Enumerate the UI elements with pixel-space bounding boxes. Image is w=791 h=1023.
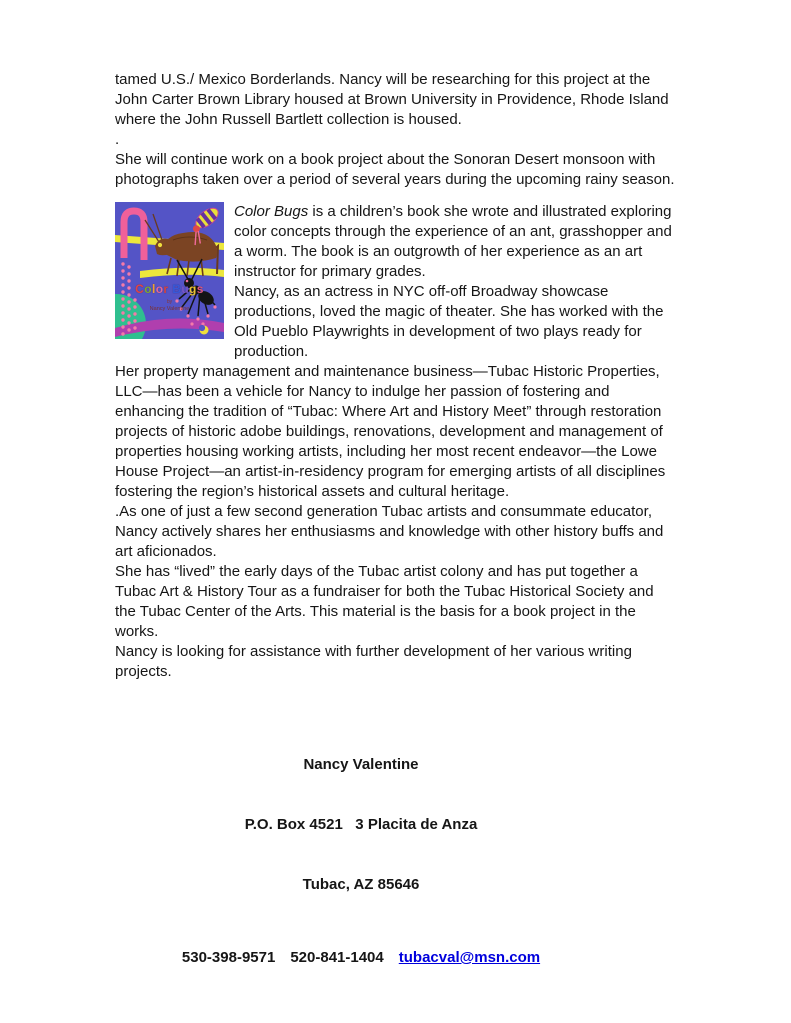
cover-title: Color Bugs [135,282,204,296]
paragraph-book-project: She will continue work on a book project about the Sonoran Desert monsoon with photographs taken over a period of several years during the upcoming rainy season. [115,151,675,188]
paragraph-theater: Nancy, as an actress in NYC off-off Broadway showcase productions, loved the magic of theater. She has worked with the Old Pueblo Playwrights in development of two plays ready for production. [234,283,664,360]
book-cover-art [115,202,224,339]
paragraph-color-bugs-text: is a children’s book she wrote and illustrated exploring color concepts through the experience of an ant, grasshopper and a worm. The book is an outgrowth of her experience as an art instructor for primary grades. [234,203,672,280]
paragraph-tubac-artists: .As one of just a few second generation Tubac artists and consummate educator, Nancy actively shares her enthusiasms and knowledge with other history buffs and art aficionados. [115,503,664,560]
contact-phone-line [115,948,607,968]
cover-byline: by [166,299,173,305]
paragraph-property-management: Her property management and maintenance business—Tubac Historic Properties, LLC—has been a vehicle for Nancy to indulge her passion of fostering and enhancing the tradition of “Tubac: Where Art and History Meet” through restoration projects of historic adobe buildings, renovations, development and management of properties housing working artists, including her most recent endeavor—the Lowe House Project—an artist-in-residency program for emerging artists of all disciplines fostering the region’s historical assets and cultural heritage. [115,363,666,500]
book-cover-image [115,202,224,339]
paragraph-borderlands: tamed U.S./ Mexico Borderlands. Nancy will be researching for this project at the John Carter Brown Library housed at Brown University in Providence, Rhode Island where the John Russell Bartlett collection is housed. [115,71,669,128]
contact-block [115,715,607,935]
book-cover-section [115,202,677,362]
phone-number-1: 530-398-9571 [181,949,276,966]
contact-city: Tubac, AZ 85646 [302,876,420,893]
email-link[interactable]: tubacval@msn.com [398,949,541,966]
stray-period-line: . [115,131,120,148]
paragraph-assistance: Nancy is looking for assistance with further development of her various writing projects. [115,643,632,680]
paragraph-tubac-history: She has “lived” the early days of the Tubac artist colony and has put together a Tubac Art & History Tour as a fundraiser for both the Tubac Historical Society and the Tubac Center of the Arts. This material is the basis for a book project in the works. [115,563,654,640]
book-title-italic: Color Bugs [234,203,309,220]
contact-name: Nancy Valentine [303,756,419,773]
document-body [115,70,677,968]
contact-address: P.O. Box 4521 3 Placita de Anza [244,816,478,833]
phone-number-2: 520-841-1404 [290,949,384,966]
cover-author: Nancy Valentine [149,306,190,312]
